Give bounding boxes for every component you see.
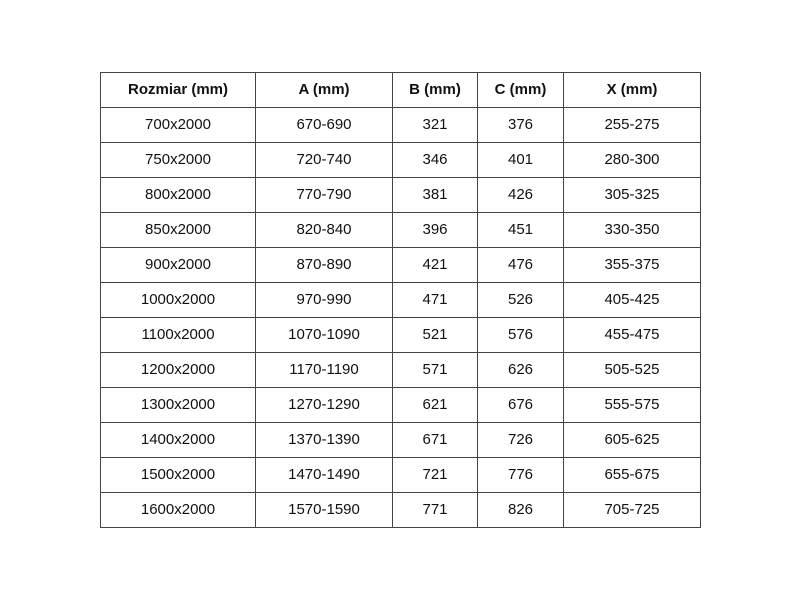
cell-a: 1470-1490 [256,458,393,493]
cell-rozmiar: 1400x2000 [101,423,256,458]
cell-b: 571 [393,353,478,388]
table-row [101,353,701,388]
table-row [101,318,701,353]
header-b: B (mm) [393,73,478,108]
table-row [101,143,701,178]
table-header [101,73,701,108]
cell-a: 1370-1390 [256,423,393,458]
cell-a: 720-740 [256,143,393,178]
cell-x: 280-300 [564,143,701,178]
header-row [101,73,701,108]
cell-rozmiar: 1200x2000 [101,353,256,388]
cell-rozmiar: 1500x2000 [101,458,256,493]
cell-a: 870-890 [256,248,393,283]
cell-a: 770-790 [256,178,393,213]
cell-c: 776 [478,458,564,493]
cell-a: 1070-1090 [256,318,393,353]
cell-c: 576 [478,318,564,353]
table-row [101,388,701,423]
table-row [101,213,701,248]
header-x: X (mm) [564,73,701,108]
cell-rozmiar: 1300x2000 [101,388,256,423]
cell-rozmiar: 750x2000 [101,143,256,178]
cell-a: 670-690 [256,108,393,143]
cell-c: 626 [478,353,564,388]
cell-c: 526 [478,283,564,318]
cell-rozmiar: 850x2000 [101,213,256,248]
cell-x: 330-350 [564,213,701,248]
cell-b: 721 [393,458,478,493]
cell-rozmiar: 800x2000 [101,178,256,213]
header-a: A (mm) [256,73,393,108]
cell-a: 820-840 [256,213,393,248]
cell-c: 826 [478,493,564,528]
cell-c: 401 [478,143,564,178]
cell-b: 471 [393,283,478,318]
cell-c: 726 [478,423,564,458]
cell-x: 655-675 [564,458,701,493]
cell-a: 1170-1190 [256,353,393,388]
table-row [101,248,701,283]
cell-x: 505-525 [564,353,701,388]
cell-rozmiar: 1000x2000 [101,283,256,318]
cell-b: 671 [393,423,478,458]
table-row [101,423,701,458]
cell-c: 376 [478,108,564,143]
table-row [101,178,701,213]
table-body [101,108,701,528]
table-row [101,458,701,493]
cell-x: 455-475 [564,318,701,353]
cell-c: 451 [478,213,564,248]
cell-b: 381 [393,178,478,213]
cell-b: 396 [393,213,478,248]
dimensions-table [100,72,701,528]
cell-x: 405-425 [564,283,701,318]
cell-c: 426 [478,178,564,213]
table-row [101,493,701,528]
cell-x: 705-725 [564,493,701,528]
cell-c: 476 [478,248,564,283]
cell-b: 621 [393,388,478,423]
cell-b: 321 [393,108,478,143]
header-rozmiar: Rozmiar (mm) [101,73,256,108]
cell-rozmiar: 700x2000 [101,108,256,143]
table-row [101,108,701,143]
cell-a: 1270-1290 [256,388,393,423]
cell-x: 555-575 [564,388,701,423]
cell-x: 605-625 [564,423,701,458]
cell-b: 771 [393,493,478,528]
cell-a: 1570-1590 [256,493,393,528]
table-row [101,283,701,318]
cell-a: 970-990 [256,283,393,318]
cell-b: 346 [393,143,478,178]
header-c: C (mm) [478,73,564,108]
cell-rozmiar: 1100x2000 [101,318,256,353]
cell-c: 676 [478,388,564,423]
cell-rozmiar: 900x2000 [101,248,256,283]
cell-b: 521 [393,318,478,353]
cell-b: 421 [393,248,478,283]
cell-rozmiar: 1600x2000 [101,493,256,528]
cell-x: 305-325 [564,178,701,213]
cell-x: 355-375 [564,248,701,283]
cell-x: 255-275 [564,108,701,143]
